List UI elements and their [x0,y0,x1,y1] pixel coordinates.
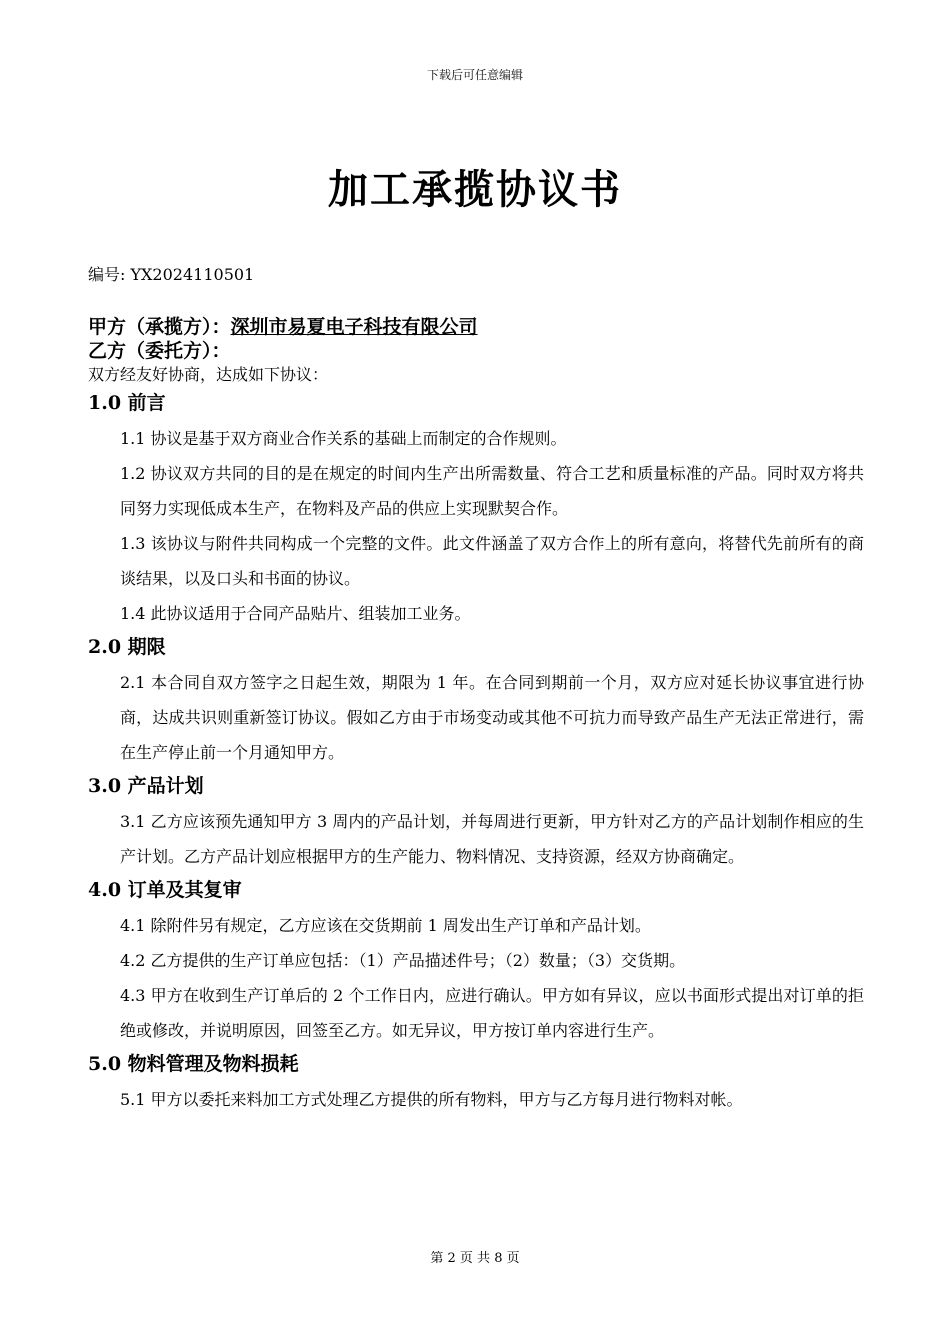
clause: 1.2 协议双方共同的目的是在规定的时间内生产出所需数量、符合工艺和质量标准的产品。同时双方将共同努力实现低成本生产，在物料及产品的供应上实现默契合作。 [120,464,864,518]
clause: 2.1 本合同自双方签字之日起生效，期限为 1 年。在合同到期前一个月，双方应对延长协议事宜进行协商，达成共识则重新签订协议。假如乙方由于市场变动或其他不可抗力而导致产品生产无法正常进行，需在生产停止前一个月通知甲方。 [120,673,864,762]
section-heading: 4.0 订单及其复审 [88,879,242,901]
agreement-intro: 双方经友好协商，达成如下协议： [88,365,329,384]
party-b-line [88,339,864,363]
document-number: 编号: YX2024110501 [88,265,255,284]
clause: 1.1 协议是基于双方商业合作关系的基础上而制定的合作规则。 [120,429,567,448]
section-heading: 1.0 前言 [88,392,166,414]
section-heading: 3.0 产品计划 [88,775,204,797]
clause: 3.1 乙方应该预先通知甲方 3 周内的产品计划，并每周进行更新，甲方针对乙方的产品计划制作相应的生产计划。乙方产品计划应根据甲方的生产能力、物料情况、支持资源，经双方协商确定。 [120,812,864,866]
party-a-label: 甲方（承揽方）： [88,316,231,338]
document-body [88,262,864,1117]
clause: 4.2 乙方提供的生产订单应包括：（1）产品描述件号；（2）数量；（3）交货期。 [120,951,686,970]
document-title: 加工承揽协议书 [328,166,622,213]
section-heading: 5.0 物料管理及物料损耗 [88,1053,299,1075]
section-5 [88,1050,864,1117]
section-4 [88,876,864,1048]
clause: 4.1 除附件另有规定，乙方应该在交货期前 1 周发出生产订单和产品计划。 [120,916,651,935]
page-number-footer: 第 2 页 共 8 页 [430,1251,520,1266]
section-2 [88,633,864,770]
header-note: 下载后可任意编辑 [426,68,523,82]
party-b-label: 乙方（委托方）： [88,340,231,362]
section-heading: 2.0 期限 [88,636,166,658]
clause: 4.3 甲方在收到生产订单后的 2 个工作日内，应进行确认。甲方如有异议，应以书面形式提出对订单的拒绝或修改，并说明原因，回签至乙方。如无异议，甲方按订单内容进行生产。 [120,986,864,1040]
clause: 5.1 甲方以委托来料加工方式处理乙方提供的所有物料，甲方与乙方每月进行物料对帐。 [120,1090,743,1109]
party-a-line [88,315,864,339]
party-a-name: 深圳市易夏电子科技有限公司 [230,316,478,338]
clause: 1.3 该协议与附件共同构成一个完整的文件。此文件涵盖了双方合作上的所有意向，将替代先前所有的商谈结果，以及口头和书面的协议。 [120,534,864,588]
section-1 [88,389,864,631]
section-3 [88,772,864,874]
clause: 1.4 此协议适用于合同产品贴片、组装加工业务。 [120,604,471,623]
